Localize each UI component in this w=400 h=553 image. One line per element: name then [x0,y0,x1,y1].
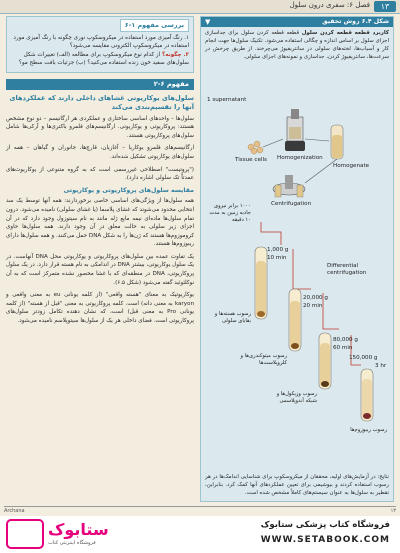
label-supernatant: 1 supernatant [207,97,247,103]
store-name: فروشگاه کتاب پزشکی ستابوک [260,520,390,530]
concept-check-title: بررسی مفهوم ۱-۶ [120,19,189,32]
logo-subtitle: فروشگاه اینترنتی کتاب [48,540,96,546]
subsection-heading: مقایسه سلول‌های پروکاریوتی و یوکاریوتی [63,186,194,194]
label-pellet-3: رسوب وزیکول‌ها و شبکه آندوپلاسمی [276,391,317,404]
centrifuge-icon [273,175,305,197]
tube-2-icon [289,289,301,351]
page-number: ۱۳ [374,1,396,12]
triangle-icon: ▼ [205,18,211,26]
paragraph-4: یوکاریوتیک به معنای "هسته واقعی" (از کلمه یونانی eu به معنی واقعی و karyon به معنی دانه) است. کلمه پروکاریوتی به معنی "قبل از هسته" (از کلمه یونانی Pro به معنی قبل) است، که نشان دهنده تکامل زودتر سلول‌های پروکاریوتی است. فضای داخلی هر یک از سلول‌ها سیتوپلاسم نامیده می‌شود. [6,292,194,325]
paragraph-1b: ارگانیسم‌های قلمرو یوکاریا – آغازیان، قارچ‌ها، جانوران و گیاهان – همه از سلول‌های یوکاریوتی تشکیل شده‌اند. [6,145,194,160]
label-homogenate: Homogenate [333,163,370,169]
label-pellet-2: رسوب میتوکندری‌ها و کلروپلاست‌ها [240,353,287,366]
concept-check-q2 [11,51,189,68]
tissue-cells-icon [248,141,263,154]
q2-tag: ۲. چگونه؟ [161,51,189,58]
chapter-title: فصل ۶: سفری درون سلول [289,1,370,9]
label-min20: 20 min [303,303,323,309]
tube-1-icon [255,247,267,319]
paragraph-2: همه سلول‌ها از ویژگی‌های اساسی خاصی برخوردارند: همه آنها توسط یک سد انتخابی محدود می‌شوند که غشای پلاسما (یا غشای سلولی) نامیده می‌شود. درون تمام سلول‌ها ماده‌ای نیمه مایع ژله مانند به نام سیتوزول وجود دارد که در آن اجزای زیر سلولی به حالت معلق در آن وجود دارند. همه سلول‌ها حاوی کروموزوم‌ها هستند که ژن‌ها را به شکل DNA حمل می‌کنند. و همه سلول‌ها دارای ریبوزوم‌ها هستند. [6,198,194,248]
label-g150000: 150,000 g [349,355,378,361]
homogenizer-icon [285,109,305,151]
paragraph-3: یک تفاوت عمده بین سلول‌های پروکاریوتی و یوکاریوتی محل DNA آنهاست. در یک سلول یوکاریوتی، بیشتر DNA در اندامکی به نام هسته قرار دارد. در یک سلول پروکاریوتی، DNA در منطقه‌ای که با غشا محصور نشده متمرکز است که به آن نوکلئوئید گفته می‌شود (شکل ۶.۵). [5,253,195,286]
label-pellet-1: رسوب هسته‌ها و بقایای سلولی [214,311,251,324]
footer-left: Archana [4,508,25,514]
label-g80000: 80,000 g [333,337,358,343]
logo-text: ستابوک [48,520,109,539]
footer-right: ۱۳ [390,508,396,514]
figure-bar: شکل ۶.۴ روش تحقیق ▼ [201,17,393,27]
label-g20000: 20,000 g [303,295,328,301]
figure-intro-text: قطعه قطعه کردن سلول برای جداسازی اجزای سلول بر اساس اندازه و چگالی استفاده می‌شود. تکنیک سلول‌ها جهت انجام کار و آسیاب‌ها، لخته‌های سلولی در سانتریفیوژ می‌چرخند. از طریق چرخش در سرعت‌ها، سانتریفیوژ کردن، جداسازی و نمونه‌های اجزای سلولی. [205,30,389,60]
concept-bar: مفهوم ۶-۲ [6,79,194,90]
homogenate-tube-icon [331,125,343,159]
footer-divider [4,506,396,507]
tube-3-icon [319,333,331,389]
q2-text: از کدام نوع میکروسکوپ برای مطالعه (الف) تغییرات شکل سلول‌های سفید خون زنده استفاده می‌کنید؟ (ب) جزئیات بافت سطح مو؟ [18,51,189,67]
paragraph-1c: ("پروتیست" اصطلاحی غیررسمی است که به گروه متنوعی از یوکاریوت‌های عمدتاً تک سلولی اشاره دارد). [6,166,194,182]
label-centrifugation: Centrifugation [271,201,312,207]
setabook-logo-icon [6,519,44,549]
figure-intro-title: کاربرد قطعه قطعه کردن سلول [301,30,390,36]
paragraph-1a: سلول‌ها – واحدهای اساسی ساختاری و عملکردی هر ارگانیسم – دو نوع مشخص هستند: پروکاریوتی و یوکاریوتی. ارگانیسم‌های قلمرو باکتری‌ها و آرکی‌ها شامل سلول‌های پروکاریوتی هستند. [6,115,194,139]
label-homogenization: Homogenization [277,155,323,161]
label-speed-note: ۱۰۰۰ برابر نیروی جاذبه زمین به مدت ۱۰ دقیقه [209,203,251,223]
concept-check-q1: ۱. رنگ آمیزی مورد استفاده در میکروسکوپ نوری چگونه با رنگ آمیزی مورد استفاده در میکروسکوپ الکترونی مقایسه می‌شود؟ [13,34,189,50]
label-g1000: 1,000 g [267,247,289,253]
tube-4-icon [361,369,373,421]
figure-panel [200,16,394,502]
store-url-link[interactable]: WWW.SETABOOK.COM [260,535,390,545]
concept-check-box [6,16,194,73]
left-column [6,16,194,502]
label-min10: 10 min [267,255,287,261]
concept-heading: سلول‌های یوکاریوتی غشاهای داخلی دارند که عملکردهای آنها را تقسیم‌بندی می‌کند [9,93,194,111]
page-header [0,0,400,14]
label-hr3: 3 hr [375,363,387,369]
label-tissue-cells: Tissue cells [235,157,267,163]
label-min60: 60 min [333,345,353,351]
label-pellet-4: رسوب ریبوزوم‌ها [350,427,387,433]
figure-caption: نتایج: در آزمایش‌های اولیه، محققان از میکروسکوپ برای شناسایی اندامک‌ها در هر رسوب استفاده کردند و بیوشیمی برای تعیین عملکردهای آنها کمک کرد. بنابراین، تقطیر به سلول‌ها به عنوان سیستم‌های کاملاً مشخص شده است. [205,474,389,496]
label-differential: Differential centrifugation [327,263,367,276]
